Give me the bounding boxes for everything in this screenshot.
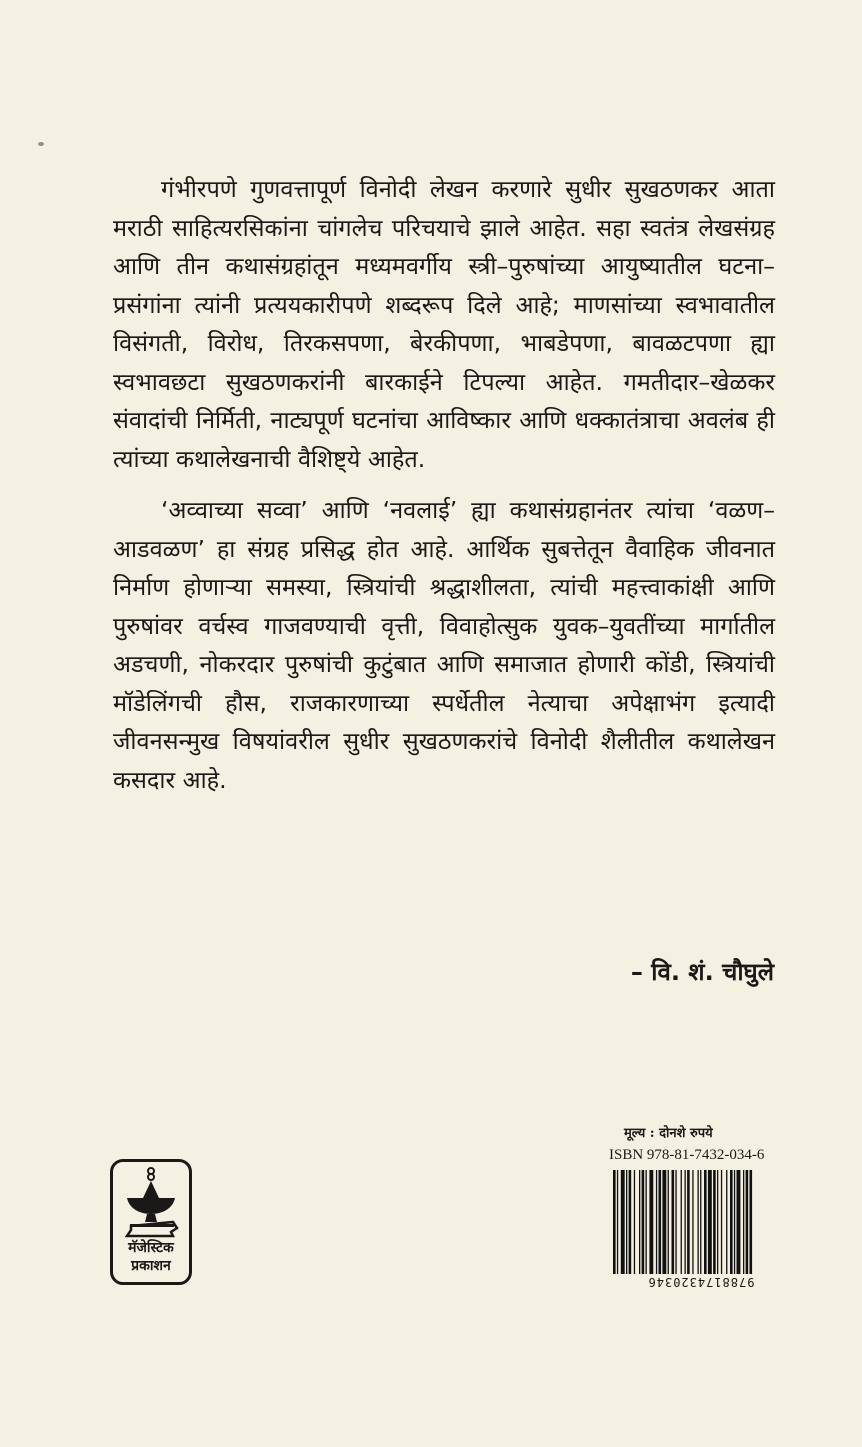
barcode-bar bbox=[737, 1170, 741, 1274]
barcode-bar bbox=[734, 1170, 735, 1274]
barcode-bar bbox=[692, 1170, 693, 1274]
barcode-bar bbox=[730, 1170, 733, 1274]
lamp-icon bbox=[121, 1166, 181, 1240]
barcode-bar bbox=[675, 1170, 676, 1274]
barcode-bar bbox=[659, 1170, 662, 1274]
barcode-bar bbox=[629, 1170, 632, 1274]
blurb-paragraph-2: ‘अव्वाच्या सव्वा’ आणि ‘नवलाई’ ह्या कथासंग्रहानंतर त्यांचा ‘वळण–आडवळण’ हा संग्रह प्रसिद्ध होत आहे. आर्थिक सुबत्तेतून वैवाहिक जीवनात निर्माण होणाऱ्या समस्या, स्त्रियांची श्रद्धाशीलता, त्यांची महत्त्वाकांक्षी आणि पुरुषांवर वर्चस्व गाजवण्याची वृत्ती, विवाहोत्सुक युवक–युवतींच्या मार्गातील अडचणी, नोकरदार पुरुषांची कुटुंबात आणि समाजात होणारी कोंडी, स्त्रियांची मॉडेलिंगची हौस, राजकारणाच्या स्पर्धेतील नेत्याचा अपेक्षाभंग इत्यादी जीवनसन्मुख विषयांवरील सुधीर सुखठणकरांचे विनोदी शैलीतील कथालेखन कसदार आहे. bbox=[113, 496, 775, 794]
barcode-bar bbox=[750, 1170, 753, 1274]
barcode-bar bbox=[646, 1170, 647, 1274]
barcode bbox=[612, 1170, 790, 1274]
barcode-bar bbox=[721, 1170, 722, 1274]
isbn-label: ISBN 978-81-7432-034-6 bbox=[609, 1147, 765, 1163]
barcode-bar bbox=[626, 1170, 627, 1274]
blurb-paragraph-1: गंभीरपणे गुणवत्तापूर्ण विनोदी लेखन करणारे सुधीर सुखठणकर आता मराठी साहित्यरसिकांना चांगलेच परिचयाचे झाले आहेत. सहा स्वतंत्र लेखसंग्रह आणि तीन कथासंग्रहांतून मध्यमवर्गीय स्त्री–पुरुषांच्या आयुष्यातील घटना–प्रसंगांना त्यांनी प्रत्ययकारीपणे शब्दरूप दिले आहे; माणसांच्या स्वभावातील विसंगती, विरोध, तिरकसपणा, बेरकीपणा, भाबडेपणा, बावळटपणा ह्या स्वभावछटा सुखठणकरांनी बारकाईने टिपल्या आहेत. गमतीदार–खेळकर संवादांची निर्मिती, नाट्यपूर्ण घटनांचा आविष्कार आणि धक्कातंत्राचा अवलंब ही त्यांच्या कथालेखनाची वैशिष्ट्ये आहेत. bbox=[113, 175, 775, 473]
barcode-bar bbox=[704, 1170, 707, 1274]
barcode-bar bbox=[613, 1170, 616, 1274]
barcode-bar bbox=[662, 1170, 666, 1274]
barcode-bar bbox=[681, 1170, 682, 1274]
barcode-bar bbox=[746, 1170, 749, 1274]
barcode-bar bbox=[726, 1170, 727, 1274]
publisher-name-line2: प्रकाशन bbox=[131, 1258, 171, 1274]
barcode-bar bbox=[617, 1170, 618, 1274]
barcode-bar bbox=[639, 1170, 640, 1274]
barcode-bar bbox=[717, 1170, 718, 1274]
barcode-bar bbox=[621, 1170, 625, 1274]
price-label: मूल्य : दोनशे रुपये bbox=[624, 1126, 713, 1141]
barcode-bar bbox=[634, 1170, 635, 1274]
barcode-bar bbox=[687, 1170, 690, 1274]
barcode-bar bbox=[713, 1170, 716, 1274]
barcode-bar bbox=[668, 1170, 669, 1274]
barcode-digits: 9788174320346 bbox=[647, 1275, 755, 1289]
barcode-bar bbox=[700, 1170, 701, 1274]
barcode-bar bbox=[649, 1170, 653, 1274]
publisher-name-line1: मॅजेस्टिक bbox=[128, 1240, 174, 1256]
barcode-bar bbox=[685, 1170, 686, 1274]
barcode-bar bbox=[698, 1170, 699, 1274]
speck bbox=[38, 142, 44, 146]
barcode-bar bbox=[708, 1170, 712, 1274]
author-signature: – वि. शं. चौघुले bbox=[630, 958, 774, 986]
barcode-bar bbox=[743, 1170, 744, 1274]
publisher-logo bbox=[110, 1159, 192, 1285]
barcode-bar bbox=[642, 1170, 645, 1274]
barcode-bar bbox=[656, 1170, 657, 1274]
blurb-text bbox=[113, 170, 775, 799]
barcode-bar bbox=[672, 1170, 675, 1274]
